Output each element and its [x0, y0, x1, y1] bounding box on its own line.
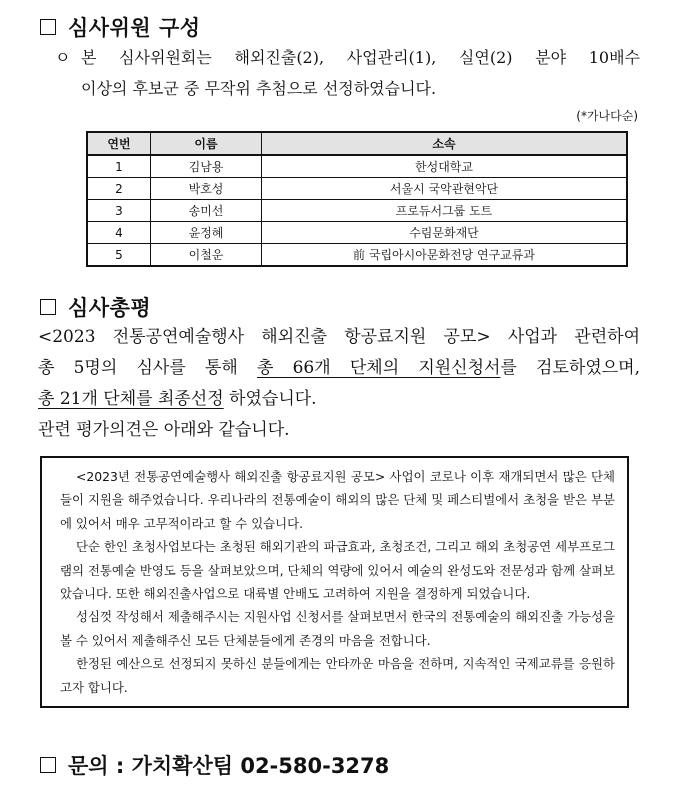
- contact-heading: [40, 750, 389, 780]
- checkbox-icon: [40, 757, 56, 773]
- summary-line2: [38, 353, 640, 384]
- summary-line2-pre: 총 5명의 심사를 통해: [38, 358, 257, 378]
- cell-affiliation: 前 국립아시아문화전당 연구교류과: [262, 244, 628, 267]
- cell-affiliation: 수림문화재단: [262, 222, 628, 244]
- committee-description: [55, 42, 640, 104]
- summary-body: [38, 322, 640, 446]
- committee-heading-text: 심사위원 구성: [68, 16, 201, 40]
- checkbox-icon: [40, 299, 56, 315]
- committee-line2: 이상의 후보군 중 무작위 추첨으로 선정하였습니다.: [81, 79, 437, 98]
- cell-number: 1: [87, 155, 151, 178]
- header-name: 이름: [151, 132, 262, 155]
- opinion-paragraph: 한정된 예산으로 선정되지 못하신 분들에게는 안타까운 마음을 전하며, 지속적인 국제교류를 응원하고자 합니다.: [60, 656, 615, 695]
- cell-affiliation: 프로듀서그룹 도트: [262, 200, 628, 222]
- contact-text: 문의 : 가치확산팀 02-580-3278: [68, 754, 390, 778]
- cell-name: 박호성: [151, 178, 262, 200]
- cell-number: 3: [87, 200, 151, 222]
- opinion-paragraph: 성심껏 작성해서 제출해주시는 지원사업 신청서를 살펴보면서 한국의 전통예술의 해외진출 가능성을 볼 수 있어서 제출해주신 모든 단체분들에게 존경의 마음을 전합니다.: [60, 609, 615, 648]
- cell-name: 윤정혜: [151, 222, 262, 244]
- header-number: 연번: [87, 132, 151, 155]
- sort-note: (*가나다순): [576, 109, 638, 123]
- committee-table: [86, 131, 628, 267]
- cell-affiliation: 서울시 국악관현악단: [262, 178, 628, 200]
- header-affiliation: 소속: [262, 132, 628, 155]
- opinion-paragraph: 단순 한인 초청사업보다는 초청된 해외기관의 파급효과, 초청조건, 그리고 해외 초청공연 세부프로그램의 전통예술 반영도 등을 살펴보았으며, 단체의 역량에 있어서 예술의 완성도와 전문성과 함께 살펴보았습니다. 또한 해외진출사업으로 대륙별 안배도 고려하여 지원을 결정하게 되었습니다.: [60, 539, 615, 602]
- summary-selected-count: 총 21개 단체를 최종선정: [38, 389, 224, 409]
- opinion-paragraph: <2023년 전통공연예술행사 해외진출 항공료지원 공모> 사업이 코로나 이후 재개되면서 많은 단체들이 지원을 해주었습니다. 우리나라의 전통예술이 해외의 많은 단체 및 페스티벌에서 초청을 받은 부분에 있어서 매우 고무적이라고 할 수 있습니다.: [60, 469, 615, 531]
- summary-applications-count: 총 66개 단체의 지원신청서: [256, 358, 501, 378]
- summary-heading-text: 심사총평: [68, 296, 152, 320]
- cell-number: 4: [87, 222, 151, 244]
- cell-number: 2: [87, 178, 151, 200]
- committee-heading: [40, 12, 201, 42]
- summary-line3-post: 하였습니다.: [223, 389, 317, 409]
- summary-heading: [40, 292, 151, 322]
- table-row: [87, 222, 627, 244]
- cell-name: 이철운: [151, 244, 262, 267]
- cell-name: 송미선: [151, 200, 262, 222]
- bullet-mark: ㅇ: [55, 48, 71, 67]
- cell-number: 5: [87, 244, 151, 267]
- summary-line3: [38, 384, 640, 415]
- committee-line1: 본 심사위원회는 해외진출(2), 사업관리(1), 실연(2) 분야 10배수: [81, 48, 640, 67]
- table-row: [87, 178, 627, 200]
- opinion-box: [40, 456, 629, 708]
- table-row: [87, 200, 627, 222]
- table-row: [87, 155, 627, 178]
- cell-name: 김남용: [151, 155, 262, 178]
- table-row: [87, 244, 627, 267]
- summary-line1: <2023 전통공연예술행사 해외진출 항공료지원 공모> 사업과 관련하여: [38, 327, 640, 347]
- table-header-row: [87, 132, 627, 155]
- checkbox-icon: [40, 19, 56, 35]
- summary-line2-post: 를 검토하였으며,: [500, 358, 640, 378]
- cell-affiliation: 한성대학교: [262, 155, 628, 178]
- summary-line4: 관련 평가의견은 아래와 같습니다.: [38, 420, 290, 440]
